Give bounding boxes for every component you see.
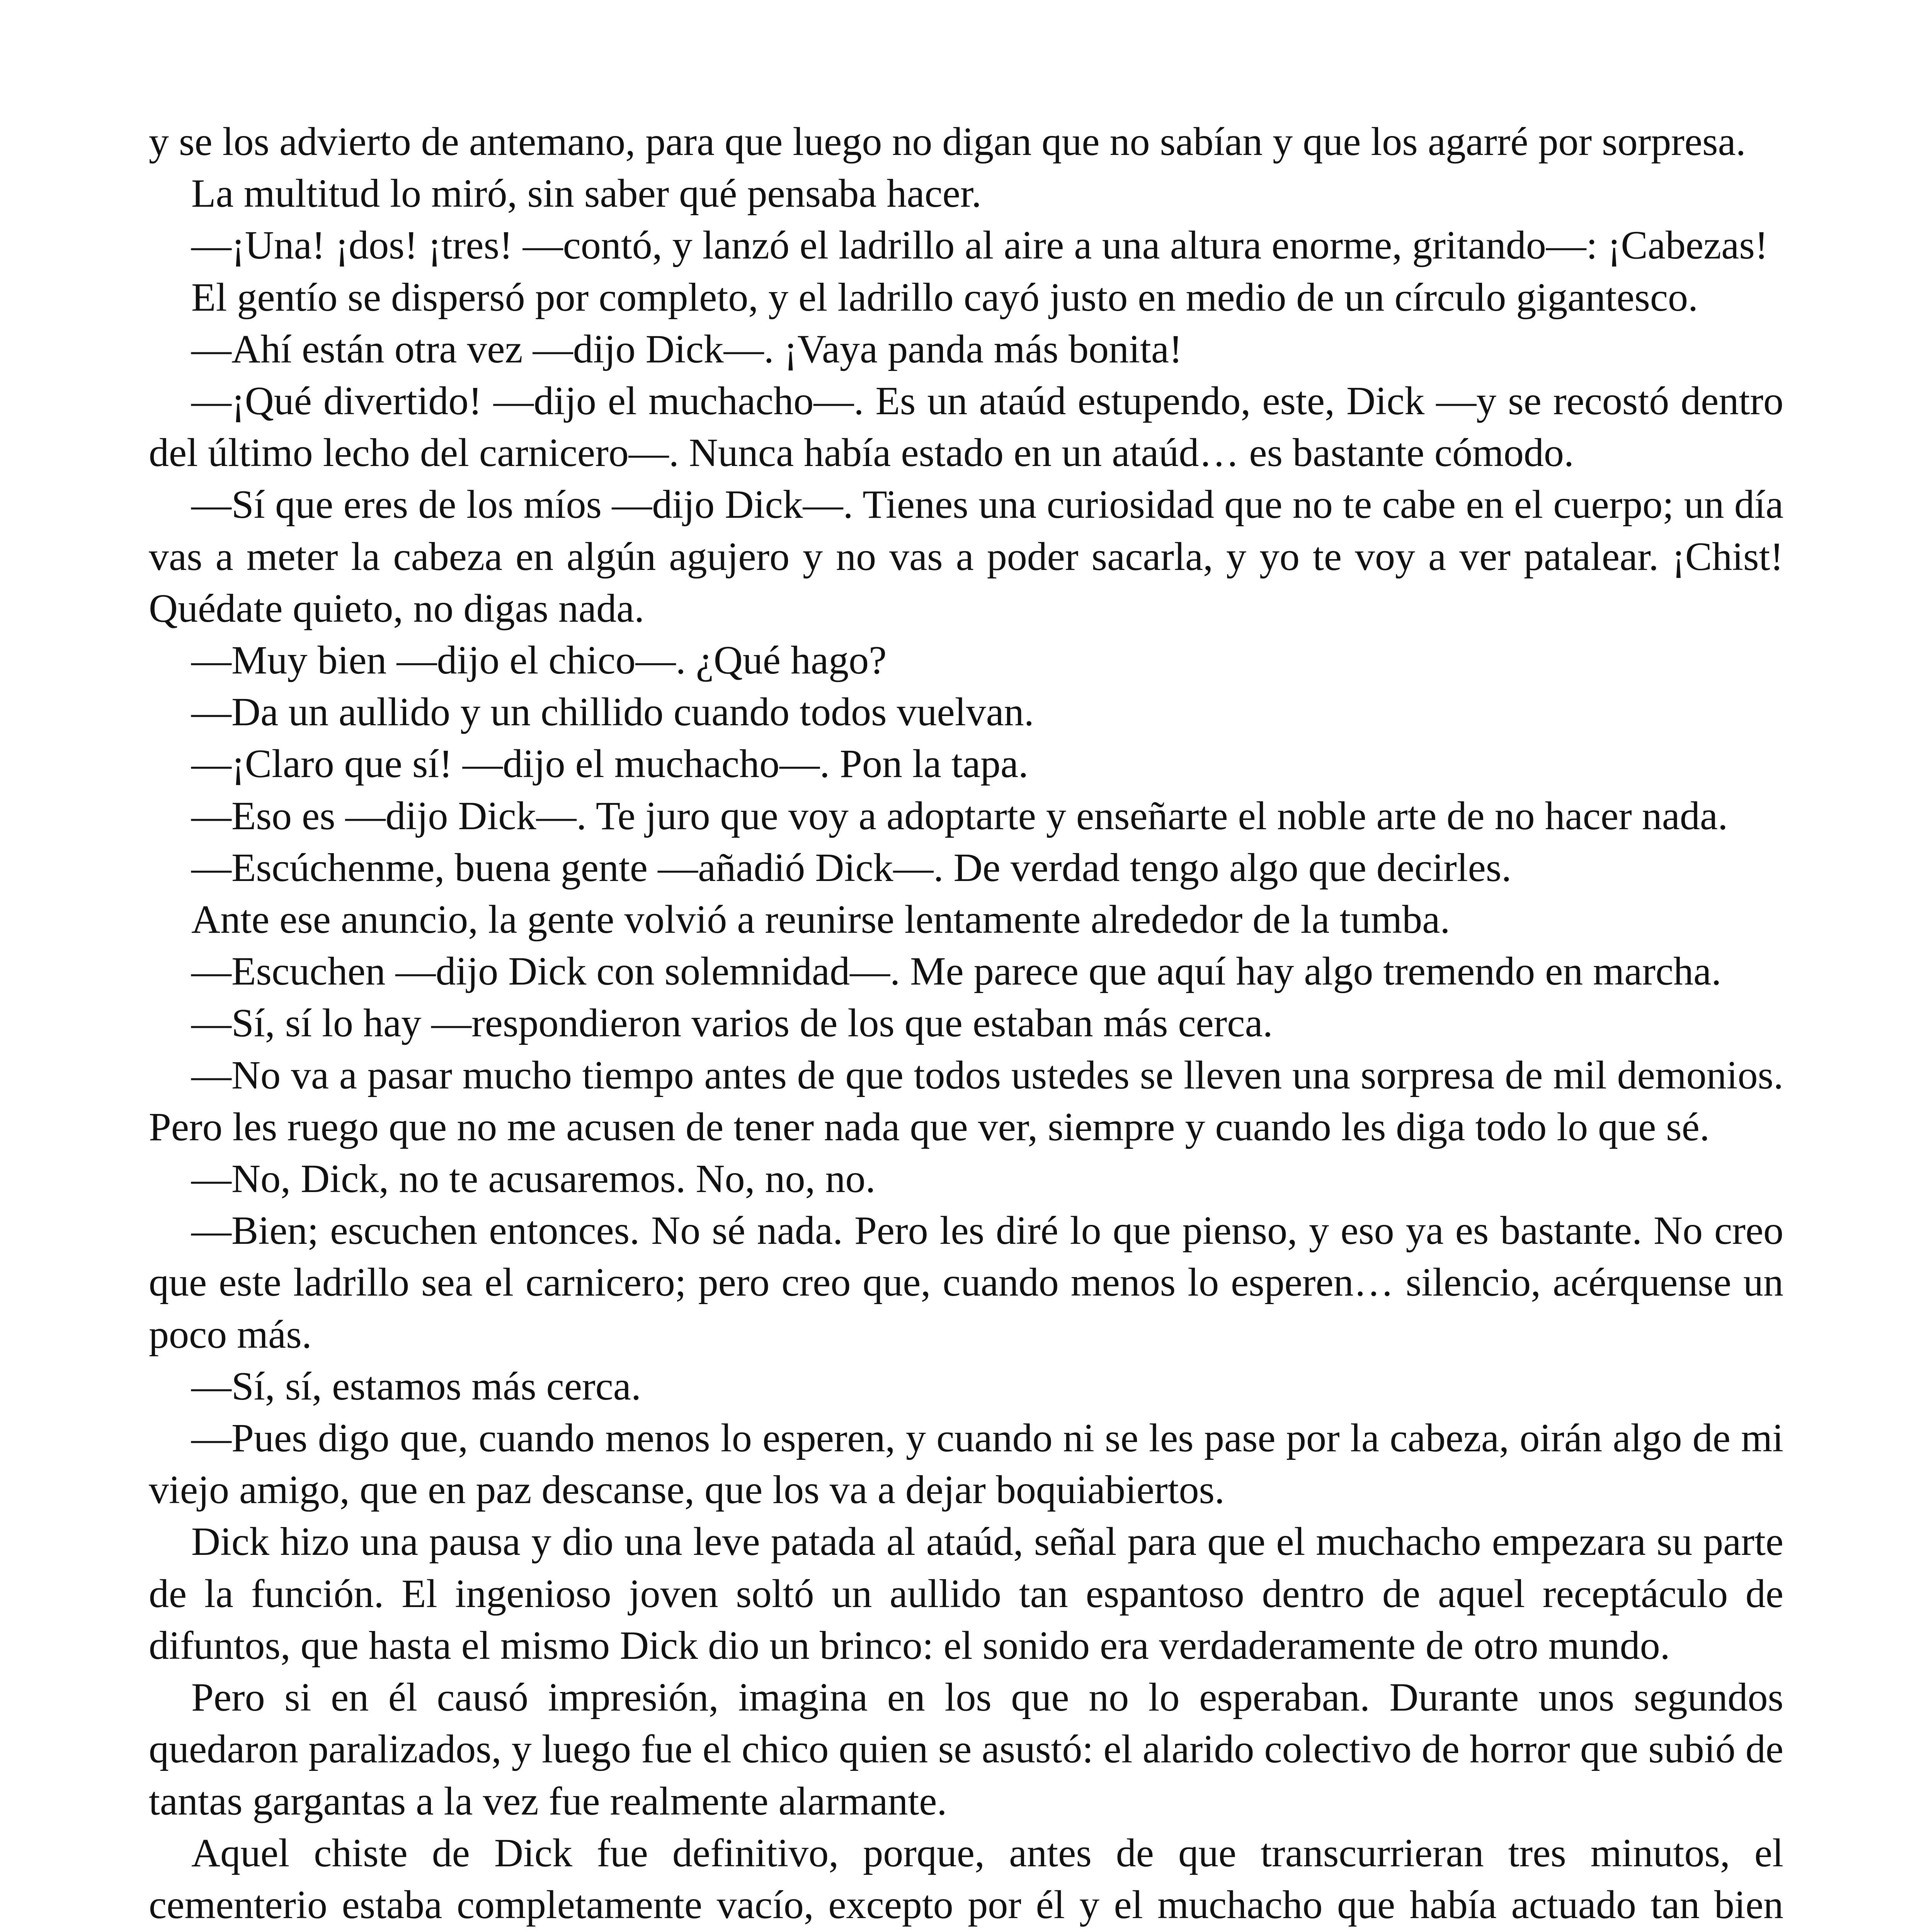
paragraph: —Sí que eres de los míos —dijo Dick—. Tienes una curiosidad que no te cabe en el cuerpo; un día vas a meter la cabeza en algún agujero y no vas a poder sacarla, y yo te voy a ver patalear. ¡Chist! Quédate quieto, no digas nada. (149, 482, 1783, 631)
paragraph: —¡Claro que sí! —dijo el muchacho—. Pon la tapa. (191, 742, 1029, 786)
paragraph: —¡Qué divertido! —dijo el muchacho—. Es un ataúd estupendo, este, Dick —y se recostó dentro del último lecho del carnicero—. Nunca había estado en un ataúd… es bastante cómodo. (149, 379, 1783, 475)
paragraph: —Escúchenme, buena gente —añadió Dick—. De verdad tengo algo que decirles. (191, 845, 1512, 890)
paragraph: —Da un aullido y un chillido cuando todos vuelvan. (191, 690, 1034, 735)
paragraph: Aquel chiste de Dick fue definitivo, porque, antes de que transcurrieran tres minutos, el cementerio estaba completamente vacío, excepto por él y el muchacho que había actuado tan bien (149, 1830, 1783, 1927)
paragraph: —¡Una! ¡dos! ¡tres! —contó, y lanzó el ladrillo al aire a una altura enorme, gritando—: ¡Cabezas! (191, 223, 1768, 268)
paragraph: —Bien; escuchen entonces. No sé nada. Pero les diré lo que pienso, y eso ya es bastante. No creo que este ladrillo sea el carnicero; pero creo que, cuando menos lo esperen… silencio, acérquense un poco más. (149, 1208, 1783, 1357)
paragraph: Pero si en él causó impresión, imagina en los que no lo esperaban. Durante unos segundos quedaron paralizados, y luego fue el chico quien se asustó: el alarido colectivo de horror que subió de tantas gargantas a la vez fue realmente alarmante. (149, 1675, 1783, 1823)
paragraph: —Escuchen —dijo Dick con solemnidad—. Me parece que aquí hay algo tremendo en marcha. (191, 949, 1722, 994)
paragraph: Ante ese anuncio, la gente volvió a reunirse lentamente alrededor de la tumba. (191, 897, 1450, 942)
paragraph: Dick hizo una pausa y dio una leve patada al ataúd, señal para que el muchacho empezara su parte de la función. El ingenioso joven soltó un aullido tan espantoso dentro de aquel receptáculo de difuntos, que hasta el mismo Dick dio un brinco: el sonido era verdaderamente de otro mundo. (149, 1519, 1783, 1668)
paragraph: —No va a pasar mucho tiempo antes de que todos ustedes se lleven una sorpresa de mil demonios. Pero les ruego que no me acusen de tener nada que ver, siempre y cuando les diga todo lo que sé. (149, 1053, 1783, 1149)
document-page (149, 116, 1783, 1932)
paragraph: —Eso es —dijo Dick—. Te juro que voy a adoptarte y enseñarte el noble arte de no hacer nada. (191, 793, 1728, 838)
paragraph: —Sí, sí, estamos más cerca. (191, 1364, 641, 1408)
paragraph: El gentío se dispersó por completo, y el ladrillo cayó justo en medio de un círculo gigantesco. (191, 275, 1698, 320)
paragraph: y se los advierto de antemano, para que luego no digan que no sabían y que los agarré por sorpresa. (149, 119, 1746, 164)
paragraph: La multitud lo miró, sin saber qué pensaba hacer. (191, 171, 982, 216)
paragraph: —Ahí están otra vez —dijo Dick—. ¡Vaya panda más bonita! (191, 327, 1183, 371)
paragraph: —Sí, sí lo hay —respondieron varios de los que estaban más cerca. (191, 1001, 1273, 1046)
paragraph: —No, Dick, no te acusaremos. No, no, no. (191, 1156, 876, 1201)
paragraph: —Pues digo que, cuando menos lo esperen, y cuando ni se les pase por la cabeza, oirán algo de mi viejo amigo, que en paz descanse, que los va a dejar boquiabiertos. (149, 1416, 1783, 1512)
paragraph: —Muy bien —dijo el chico—. ¿Qué hago? (191, 638, 887, 683)
